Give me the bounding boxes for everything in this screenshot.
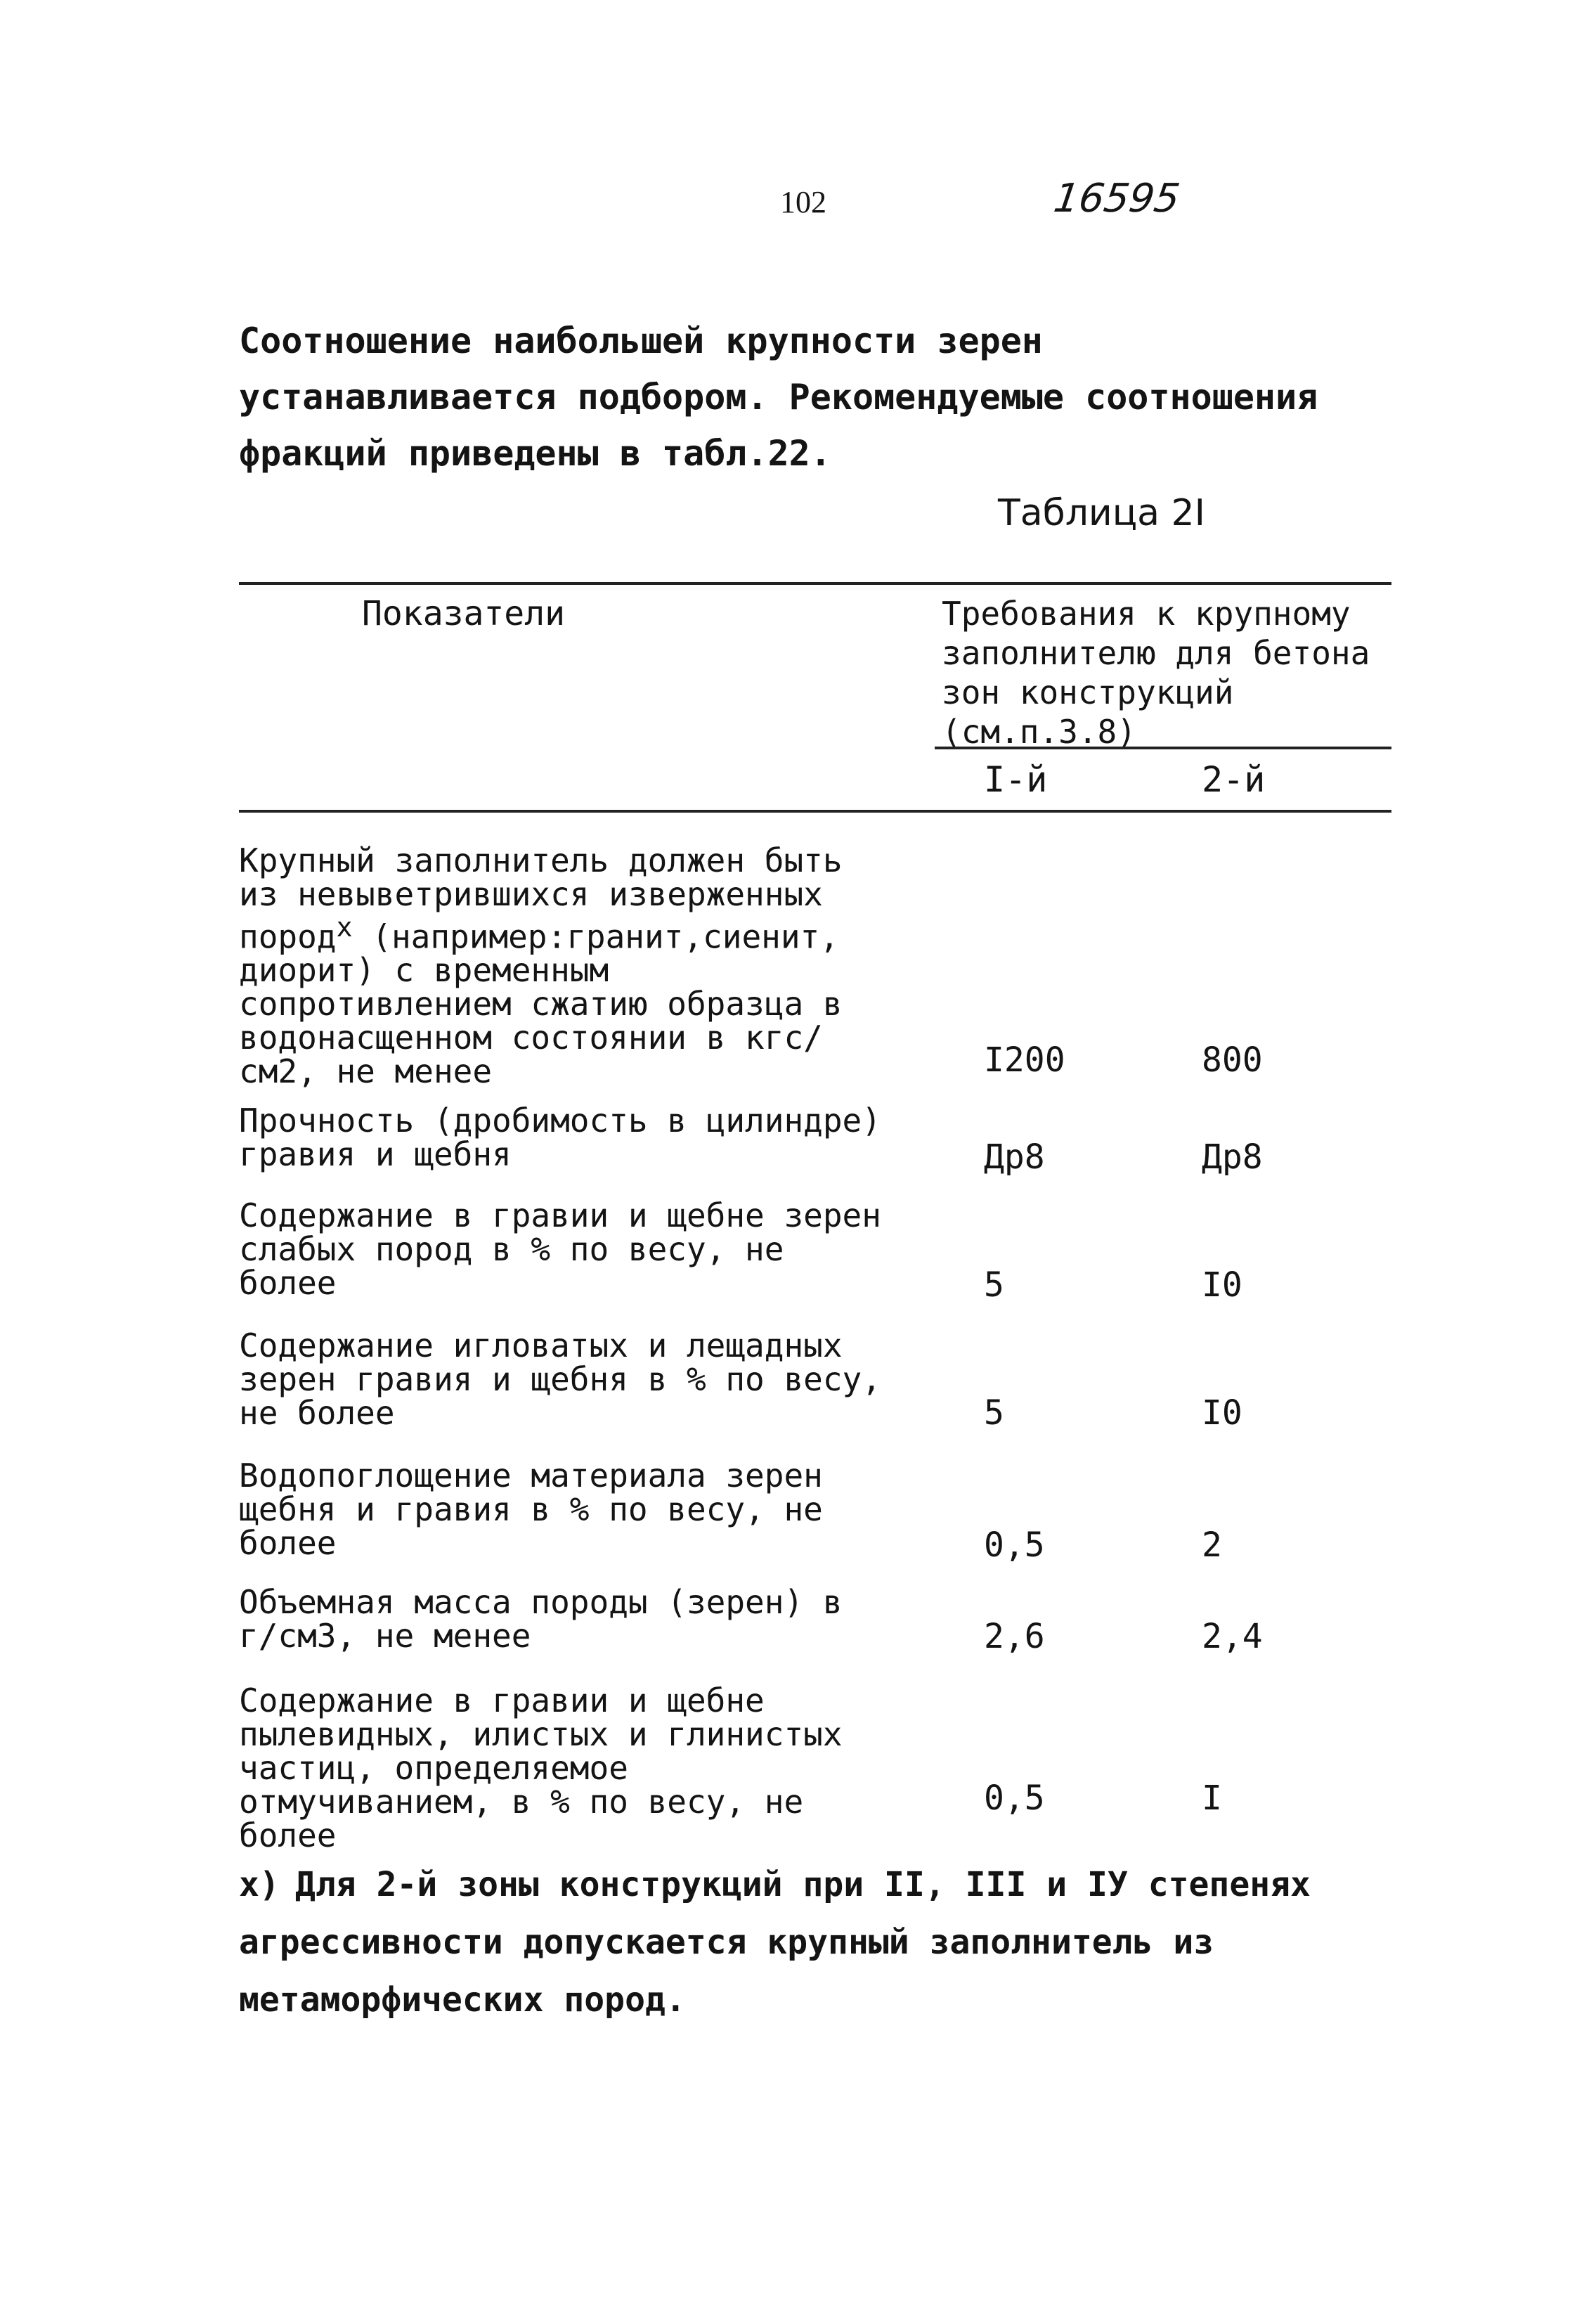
table-row-value-zone2: Др8 [1202,1137,1263,1177]
header-bottom-rule [239,810,1391,813]
document-number: 16595 [1051,176,1183,221]
column-header-indicators: Показатели [362,594,565,633]
table-row-value-zone1: 5 [984,1265,1004,1305]
column-zone-2: 2-й [1202,759,1266,800]
table-row-text: Содержание игловатых и лещадных зерен гравия и щебня в % по весу, не более [239,1326,881,1432]
table-row-text: Водопоглощение материала зерен щебня и гравия в % по весу, не более [239,1457,823,1562]
subheader-rule [935,747,1391,749]
table-row-value-zone1: 5 [984,1393,1004,1433]
column-header-requirements: Требования к крупному заполнителю для бетона зон конструкций (см.п.3.8) [942,595,1370,751]
table-row-value-zone1: Др8 [984,1137,1045,1177]
footnote [239,1856,1391,2029]
page-number: 102 [780,185,826,219]
table-caption: Таблица 2I [998,492,1205,534]
table-row-value-zone1: 2,6 [984,1617,1045,1656]
table-row-value-zone2: 2 [1202,1525,1222,1565]
table-row-value-zone2: 800 [1202,1040,1263,1080]
table-row-value-zone2: I [1202,1778,1222,1818]
table-row-value-zone2: I0 [1202,1265,1242,1305]
table-row-text: Содержание в гравии и щебне пылевидных, илистых и глинистых частиц, определяемое отмучиванием, в % по весу, не более [239,1681,843,1854]
intro-paragraph: Соотношение наибольшей крупности зерен устанавливается подбором. Рекомендуемые соотношения фракций приведены в табл.22. [239,321,1318,474]
table-row-value-zone1: 0,5 [984,1525,1045,1565]
table-row-value-zone2: 2,4 [1202,1617,1263,1656]
footnote-text: Для 2-й зоны конструкций при II, III и IУ степенях агрессивности допускается крупный заполнитель из метаморфических пород. [239,1865,1311,2020]
footnote-reference: x [336,912,353,943]
table-top-rule [239,582,1391,585]
table-row-value-zone1: I200 [984,1040,1065,1080]
footnote-mark: х) [239,1865,280,1904]
table-row-value-zone1: 0,5 [984,1778,1045,1818]
table-row-text: Объемная масса породы (зерен) в г/см3, не менее [239,1583,843,1655]
table-row-text: Содержание в гравии и щебне зерен слабых пород в % по весу, не более [239,1196,881,1302]
table-row-text: Прочность (дробимость в цилиндре) гравия и щебня [239,1102,881,1173]
table-row-value-zone2: I0 [1202,1393,1242,1433]
table-row-text: Крупный заполнитель должен быть из невыветрившихся изверженных пород$^x$ (например:гранит,сиенит, диорит) с временным сопротивлением сжатию образца в водонасщенном состоянии в кгс/см2, не менее [239,841,843,1091]
column-zone-1: I-й [984,759,1048,800]
